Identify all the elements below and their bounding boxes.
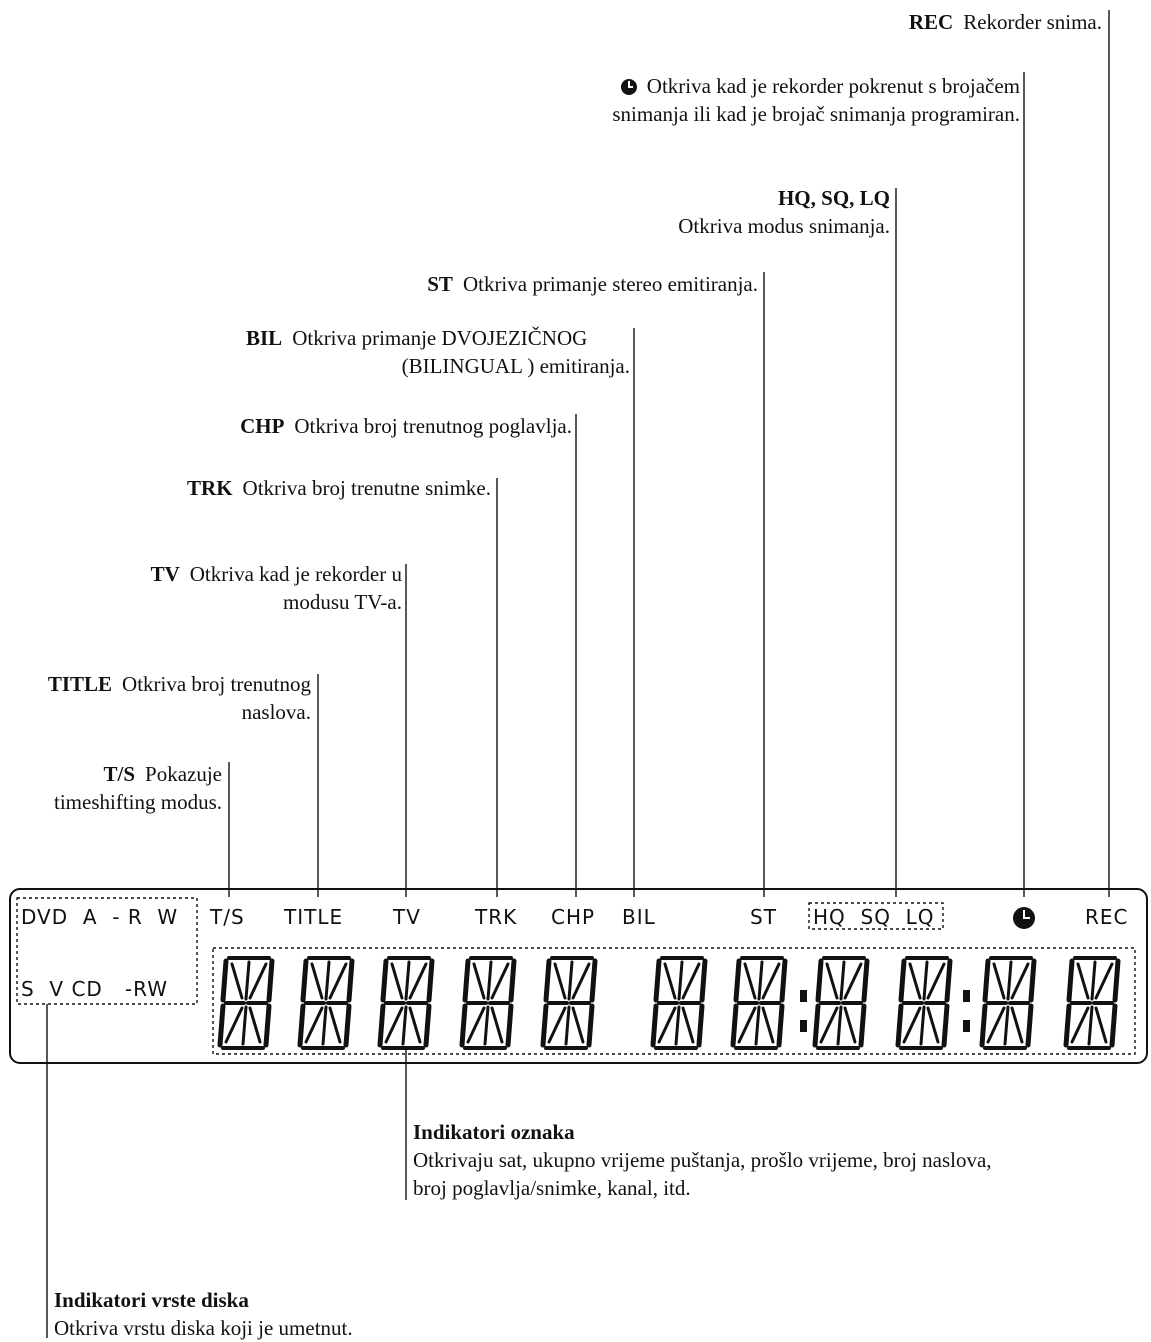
indicator-st: ST (750, 905, 777, 929)
callout-chp (240, 412, 572, 440)
callout-ts-key: T/S (103, 762, 136, 786)
callout-rec-key: REC (908, 10, 954, 34)
callout-hq-key: HQ, SQ, LQ (777, 186, 890, 210)
disc-type-row2: S V CD -RW (21, 977, 168, 1001)
segment-digit (300, 958, 352, 1048)
segment-digit (982, 958, 1034, 1048)
indicator-ts: T/S (210, 905, 245, 929)
callout-characters (413, 1118, 992, 1202)
callout-tv-line1: Otkriva kad je rekorder u (189, 562, 402, 586)
callout-tv-line2: modusu TV-a. (282, 590, 402, 614)
callout-hq-text: Otkriva modus snimanja. (678, 214, 890, 238)
indicator-tv: TV (393, 905, 421, 929)
callout-trk-key: TRK (187, 476, 233, 500)
clock-icon (1013, 907, 1035, 929)
callout-characters-title: Indikatori oznaka (413, 1120, 575, 1144)
callout-bil-line1: Otkriva primanje DVOJEZIČNOG (292, 326, 588, 350)
segment-digit (380, 958, 432, 1048)
callout-timer-line2: snimanja ili kad je brojač snimanja programiran. (612, 102, 1020, 126)
segment-digit (462, 958, 514, 1048)
callout-bil-cont (402, 352, 630, 380)
disc-type-row1: DVD A - R W (21, 905, 179, 929)
callout-st (427, 270, 758, 298)
indicator-trk: TRK (475, 905, 518, 929)
callout-characters-line1: Otkrivaju sat, ukupno vrijeme puštanja, prošlo vrijeme, broj naslova, (413, 1148, 992, 1172)
callout-ts-line2: timeshifting modus. (54, 790, 222, 814)
callout-st-text: Otkriva primanje stereo emitiranja. (462, 272, 758, 296)
callout-bil (246, 324, 587, 352)
clock-icon (621, 79, 637, 95)
segment-digit (1066, 958, 1118, 1048)
segment-digit (543, 958, 595, 1048)
callout-title-line1: Otkriva broj trenutnog (122, 672, 311, 696)
indicator-quality: HQ SQ LQ (813, 905, 935, 929)
callout-title-line2: naslova. (241, 700, 311, 724)
indicator-chp: CHP (551, 905, 596, 929)
callout-chp-text: Otkriva broj trenutnog poglavlja. (294, 414, 572, 438)
callout-trk (187, 474, 491, 502)
callout-rec (909, 8, 1102, 36)
callout-trk-text: Otkriva broj trenutne snimke. (242, 476, 491, 500)
callout-chp-key: CHP (240, 414, 285, 438)
callout-timer (612, 72, 1020, 128)
indicator-rec: REC (1085, 905, 1129, 929)
segment-digit (815, 958, 867, 1048)
callout-ts-line1: Pokazuje (145, 762, 222, 786)
callout-st-key: ST (427, 272, 453, 296)
segment-digits (220, 958, 1118, 1048)
callout-disc-type (54, 1286, 353, 1342)
callout-bil-line2: (BILINGUAL ) emitiranja. (401, 354, 630, 378)
segment-digit (733, 958, 785, 1048)
segment-digit (898, 958, 950, 1048)
callout-title-key: TITLE (47, 672, 113, 696)
callout-tv (151, 560, 402, 616)
callout-timer-line1: Otkriva kad je rekorder pokrenut s brojačem (646, 74, 1020, 98)
callout-characters-line2: broj poglavlja/snimke, kanal, itd. (413, 1176, 691, 1200)
segment-digit (653, 958, 705, 1048)
callout-title (48, 670, 311, 726)
callout-disc-type-line1: Otkriva vrstu diska koji je umetnut. (54, 1316, 353, 1340)
segment-digit (220, 958, 272, 1048)
callout-ts (54, 760, 222, 816)
indicator-title: TITLE (284, 905, 344, 929)
callout-rec-text: Rekorder snima. (963, 10, 1102, 34)
callout-hq (678, 184, 890, 240)
callout-bil-key: BIL (246, 326, 283, 350)
indicator-bil: BIL (622, 905, 656, 929)
callout-disc-type-title: Indikatori vrste diska (54, 1288, 249, 1312)
callout-tv-key: TV (150, 562, 180, 586)
